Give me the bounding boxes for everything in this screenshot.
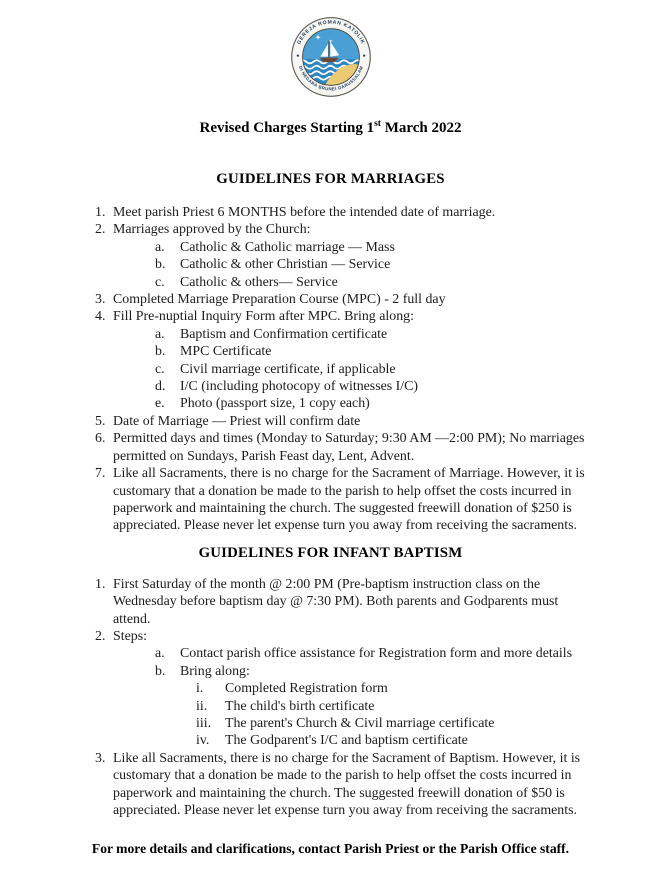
list-marker: c. — [155, 361, 165, 377]
list-item — [95, 698, 585, 715]
list-item — [95, 221, 585, 238]
list-item — [95, 413, 585, 430]
list-marker: 1. — [95, 576, 106, 592]
list-item — [95, 343, 585, 360]
list-item — [95, 256, 585, 273]
seal-dot-left — [296, 55, 298, 57]
list-marker: 1. — [95, 205, 106, 220]
list-text: Like all Sacraments, there is no charge for the Sacrament of Baptism. However, it is customary that a donation be made to the parish to help offset the costs incurred in paperwork and maintaining the church. The suggested freewill donation of $50 is appreciated. Please never let expense turn you away from receiving the sacraments. — [113, 750, 581, 818]
list-item — [95, 732, 585, 749]
logo-container — [0, 0, 661, 98]
list-text: Completed Registration form — [225, 681, 388, 697]
list-item — [95, 628, 585, 645]
list-item — [95, 239, 585, 256]
list-marker: b. — [155, 257, 166, 273]
list-item — [95, 361, 585, 378]
document-title: Revised Charges Starting 1st March 2022 — [199, 119, 462, 136]
seal-arc-top-text: GEREJA ROMAN KATOLIK — [295, 19, 366, 46]
footer-note: For more details and clarifications, contact Parish Priest or the Parish Office staff. — [91, 841, 570, 856]
list-text: Contact parish office assistance for Registration form and more details — [180, 646, 573, 662]
marriage-guidelines-list — [0, 204, 661, 535]
list-marker: a. — [155, 239, 165, 255]
list-marker: 3. — [95, 292, 106, 308]
list-marker: 4. — [95, 309, 106, 325]
list-text: The parent's Church & Civil marriage certificate — [225, 715, 495, 731]
list-item — [95, 576, 585, 628]
list-text: I/C (including photocopy of witnesses I/C) — [180, 379, 419, 395]
list-item — [95, 465, 585, 535]
list-text: Steps: — [113, 628, 147, 644]
list-text: Civil marriage certificate, if applicable — [180, 361, 396, 377]
list-marker: iii. — [196, 715, 212, 731]
list-text: Catholic & others— Service — [180, 274, 338, 290]
seal-arc-bottom-text: DI NEGARA BRUNEI DARUSSALAM — [297, 65, 364, 92]
list-text: Fill Pre-nuptial Inquiry Form after MPC. Bring along: — [113, 309, 414, 325]
list-text: Catholic & other Christian — Service — [180, 257, 391, 273]
list-marker: ii. — [196, 698, 208, 714]
seal-dot-right — [363, 55, 365, 57]
list-item — [95, 326, 585, 343]
list-item — [95, 274, 585, 291]
list-text: The Godparent's I/C and baptism certificate — [225, 733, 468, 749]
list-marker: d. — [155, 379, 166, 395]
list-text: Baptism and Confirmation certificate — [180, 326, 388, 342]
list-marker: b. — [155, 344, 166, 360]
list-item — [95, 663, 585, 680]
church-seal-icon — [290, 16, 372, 98]
list-text: Photo (passport size, 1 copy each) — [180, 396, 370, 412]
list-marker: 2. — [95, 222, 106, 238]
list-text: Date of Marriage — Priest will confirm date — [113, 413, 361, 429]
list-marker: i. — [196, 681, 204, 697]
list-text: First Saturday of the month @ 2:00 PM (Pre-baptism instruction class on the Wednesday before baptism day @ 7:30 PM). Both parents and Godparents must attend. — [113, 576, 559, 627]
list-marker: 6. — [95, 431, 106, 447]
list-item — [95, 430, 585, 465]
list-text: Meet parish Priest 6 MONTHS before the intended date of marriage. — [113, 205, 496, 220]
list-item — [95, 750, 585, 820]
list-marker: iv. — [196, 733, 210, 749]
list-text: MPC Certificate — [180, 344, 272, 360]
list-marker: a. — [155, 646, 165, 662]
list-text: Permitted days and times (Monday to Saturday; 9:30 AM —2:00 PM); No marriages permitted on Sundays, Parish Feast day, Lent, Advent. — [113, 431, 585, 464]
list-marker: 3. — [95, 750, 106, 766]
list-item — [95, 715, 585, 732]
list-marker: 5. — [95, 413, 106, 429]
title-superscript: st — [374, 119, 381, 129]
list-marker: 7. — [95, 466, 106, 482]
list-text: Bring along: — [180, 663, 250, 679]
list-marker: e. — [155, 396, 165, 412]
list-item — [95, 680, 585, 697]
list-text: Catholic & Catholic marriage — Mass — [180, 239, 395, 255]
list-text: The child's birth certificate — [225, 698, 375, 714]
list-marker: b. — [155, 663, 166, 679]
list-item — [95, 378, 585, 395]
list-marker: c. — [155, 274, 165, 290]
section-heading-infant-baptism: GUIDELINES FOR INFANT BAPTISM — [198, 544, 463, 561]
infant-baptism-guidelines-list — [0, 576, 661, 820]
list-item — [95, 645, 585, 662]
list-text: Like all Sacraments, there is no charge for the Sacrament of Marriage. However, it is customary that a donation be made to the parish to help offset the costs incurred in paperwork and maintaining the church. The suggested freewill donation of $250 is appreciated. Please never let expense turn you away from receiving the sacraments. — [113, 466, 585, 534]
list-item — [95, 308, 585, 325]
list-item — [95, 291, 585, 308]
list-marker: a. — [155, 326, 165, 342]
list-text: Completed Marriage Preparation Course (MPC) - 2 full day — [113, 292, 446, 308]
list-item — [95, 395, 585, 412]
list-item — [95, 204, 585, 221]
section-heading-marriages: GUIDELINES FOR MARRIAGES — [216, 171, 445, 187]
list-text: Marriages approved by the Church: — [113, 222, 311, 238]
list-marker: 2. — [95, 628, 106, 644]
